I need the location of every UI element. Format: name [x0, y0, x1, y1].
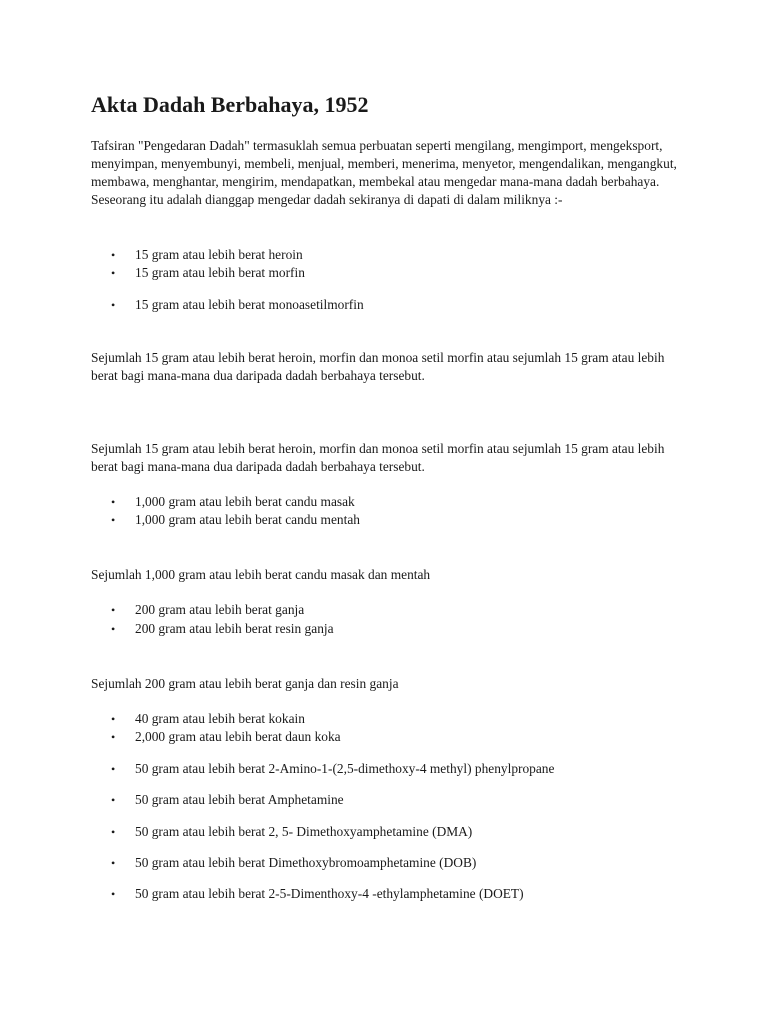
document-title: Akta Dadah Berbahaya, 1952: [91, 92, 369, 117]
bullet: •: [111, 298, 116, 312]
bullet: •: [111, 793, 116, 807]
bullet: •: [111, 730, 116, 744]
bullet: •: [111, 887, 116, 901]
bullet: •: [111, 825, 116, 839]
bullet: •: [111, 603, 116, 617]
bullet: •: [111, 513, 116, 527]
intro-paragraph: Tafsiran "Pengedaran Dadah" termasuklah semua perbuatan seperti mengilang, mengimport, mengeksport, menyimpan, menyembunyi, membeli, menjual, memberi, menerima, menyetor, mengendalikan, mengangkut, membawa, menghantar, mengirim, mendapatkan, membekal atau mengedar mana-mana dadah berbahaya. Seseorang itu adalah dianggap mengedar dadah sekiranya di dapati di dalam miliknya :-: [91, 138, 677, 207]
paragraph-candu-total: Sejumlah 1,000 gram atau lebih berat candu masak dan mentah: [91, 567, 431, 582]
bullet: •: [111, 712, 116, 726]
paragraph-heroin-total: Sejumlah 15 gram atau lebih berat heroin, morfin dan monoa setil morfin atau sejumlah 15 gram atau lebih berat bagi mana-mana dua daripada dadah berbahaya tersebut.: [91, 350, 665, 383]
bullet: •: [111, 248, 116, 262]
bullet: •: [111, 762, 116, 776]
bullet: •: [111, 495, 116, 509]
bullet: •: [111, 266, 116, 280]
bullet: •: [111, 856, 116, 870]
bullet: •: [111, 622, 116, 636]
paragraph-ganja-total: Sejumlah 200 gram atau lebih berat ganja dan resin ganja: [91, 676, 399, 691]
paragraph-heroin-total-repeat: Sejumlah 15 gram atau lebih berat heroin, morfin dan monoa setil morfin atau sejumlah 15 gram atau lebih berat bagi mana-mana dua daripada dadah berbahaya tersebut.: [91, 441, 665, 474]
